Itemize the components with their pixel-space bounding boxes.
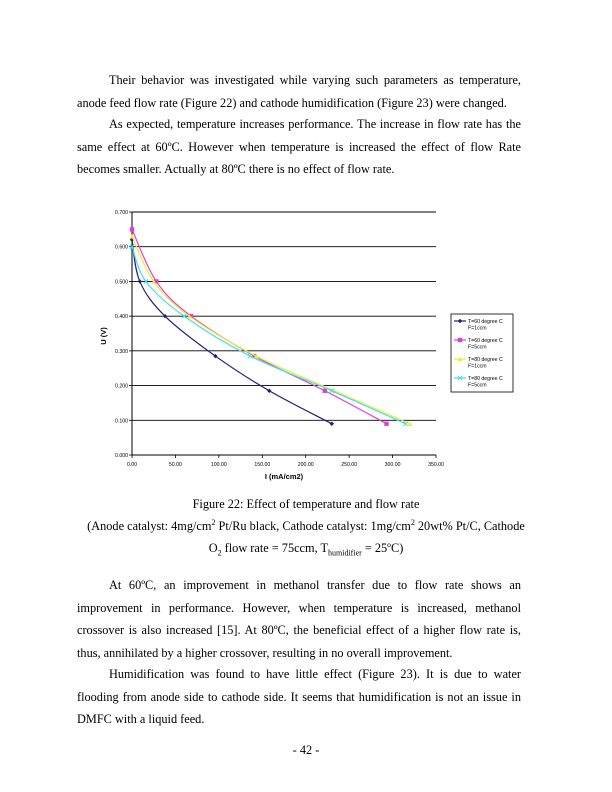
data-point (330, 422, 334, 426)
y-tick-label: 0.200 (115, 383, 128, 390)
data-point (130, 227, 134, 231)
y-axis-label: U (V) (99, 327, 108, 345)
paragraph-methanol-transfer: At 60ºC, an improvement in methanol transfer due to flow rate shows an improvement in performance. However, when temperature is increased, methanol crossover is also increased [15]. At 80ºC, the beneficial effect of a higher flow rate is, thus, annihilated by a higher crossover, resulting in no overall improvement. (77, 578, 521, 660)
figure-caption-catalyst: (Anode catalyst: $4mg/cm^2$ Pt/Ru black, Cathode catalyst: $1mg/cm^2$ 20wt% Pt/C, Cathode (87, 517, 525, 533)
paragraph-temperature-effect: As expected, temperature increases performance. The increase in flow rate has the same effect at 60ºC. However when temperature is increased the effect of flow Rate becomes smaller. Actually at 80ºC there is no effect of flow rate. (77, 117, 521, 177)
y-tick-label: 0.600 (115, 244, 128, 251)
x-tick-label: 0.00 (126, 462, 138, 468)
series-line-4 (132, 247, 406, 424)
y-tick-label: 0.400 (115, 314, 128, 321)
paragraph-behavior: Their behavior was investigated while varying such parameters as temperature, anode feed flow rate (Figure 22) and cathode humidification (Figure 23) were changed. (77, 73, 521, 110)
x-tick-label: 50.00 (168, 462, 182, 468)
data-point (408, 422, 412, 426)
legend-label: T=60 degree C (468, 319, 503, 325)
series-line-1 (132, 240, 332, 424)
y-tick-label: 0.300 (115, 348, 128, 355)
x-tick-label: 200.00 (297, 462, 314, 468)
legend-label: F=1ccm (468, 325, 487, 332)
x-tick-label: 300.00 (384, 462, 401, 468)
x-axis-label: I (mA/cm2) (264, 472, 304, 481)
y-tick-label: 0.100 (115, 418, 128, 425)
y-tick-label: 0.500 (115, 279, 128, 286)
figure-22-chart (96, 200, 516, 488)
paragraph-humidification: Humidification was found to have little effect (Figure 23). It is due to water flooding from anode side to cathode side. It seems that humidification is not an issue in DMFC with a liquid feed. (77, 667, 521, 727)
x-tick-label: 100.00 (210, 462, 227, 468)
chart-axes (115, 210, 444, 468)
y-tick-label: 0.700 (115, 210, 128, 216)
x-tick-label: 150.00 (254, 462, 271, 468)
figure-caption-title: Figure 22: Effect of temperature and flow rate (192, 497, 420, 511)
series-line-3 (132, 236, 410, 423)
chart-legend (451, 314, 513, 392)
legend-marker (458, 338, 462, 342)
figure-caption-conditions: $O_2$ flow rate = 75ccm, $T_{humidifier}$ = 25ºC) (208, 541, 404, 558)
page-number: - 42 - (292, 743, 320, 757)
y-tick-label: 0.000 (115, 453, 128, 459)
legend-label: F=1ccm (468, 363, 487, 370)
legend-label: F=5ccm (468, 344, 487, 351)
data-point (130, 234, 134, 238)
chart-grid (132, 212, 436, 420)
legend-label: T=80 degree C (468, 357, 503, 363)
data-point (248, 354, 252, 358)
x-tick-label: 350.00 (428, 462, 444, 468)
legend-label: T=60 degree C (468, 338, 503, 344)
data-point (323, 389, 327, 393)
series-line-2 (132, 229, 386, 423)
data-point (138, 279, 142, 283)
data-point (384, 422, 388, 426)
legend-label: T=80 degree C (468, 376, 503, 382)
legend-label: F=5ccm (468, 382, 487, 389)
x-tick-label: 250.00 (341, 462, 358, 468)
chart-series (130, 227, 412, 426)
